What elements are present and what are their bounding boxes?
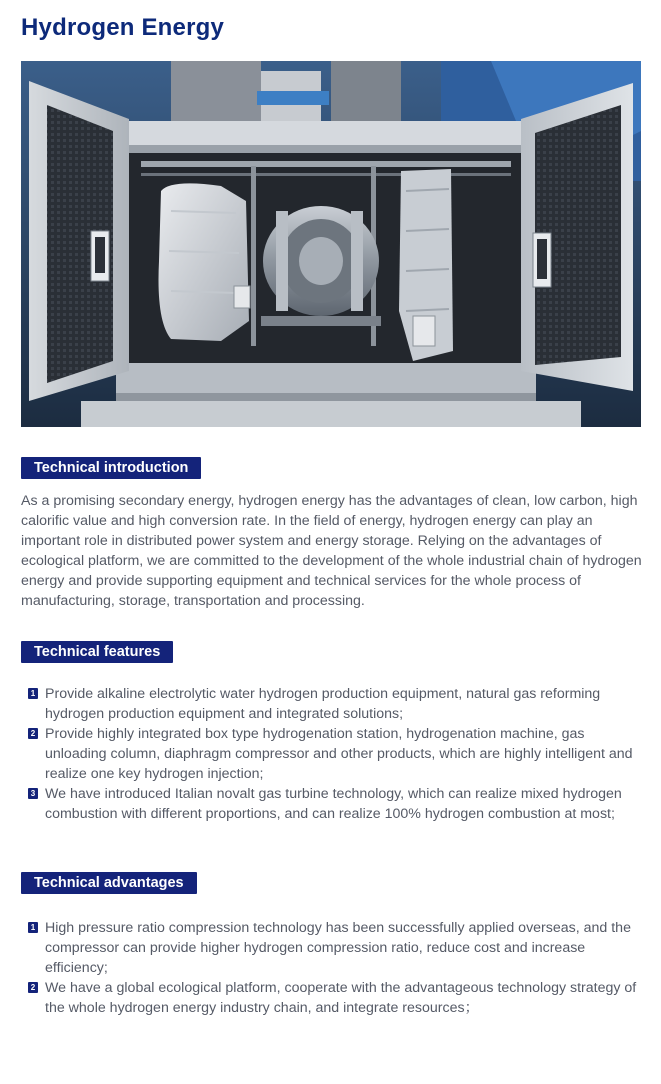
list-item [28, 918, 643, 978]
number-badge: 3 [28, 788, 38, 799]
number-badge: 2 [28, 982, 38, 993]
list-item-text: Provide highly integrated box type hydrogenation station, hydrogenation machine, gas unloading column, diaphragm compressor and other products, which are highly intelligent and realize one key hydrogen injection; [45, 726, 633, 782]
section-heading-introduction: Technical introduction [21, 457, 201, 479]
list-item-text: We have a global ecological platform, cooperate with the advantageous technology strategy of the whole hydrogen energy industry chain, and integrate resources； [45, 980, 637, 1016]
hero-image [21, 61, 641, 427]
introduction-paragraph: As a promising secondary energy, hydrogen energy has the advantages of clean, low carbon, high calorific value and high conversion rate. In the field of energy, hydrogen energy can play an important role in distributed power system and energy storage. Relying on the advantages of ecological platform, we are committed to the development of the whole industrial chain of hydrogen energy and provide supporting equipment and technical services for the whole process of manufacturing, storage, transportation and processing. [21, 493, 642, 609]
list-item [28, 784, 643, 824]
page-title: Hydrogen Energy [21, 14, 225, 41]
features-list [28, 684, 643, 824]
list-item-text: We have introduced Italian novalt gas turbine technology, which can realize mixed hydrogen combustion with different proportions, and can realize 100% hydrogen combustion at most; [45, 786, 622, 822]
list-item [28, 978, 643, 1018]
section-heading-advantages: Technical advantages [21, 872, 197, 894]
list-item-text: High pressure ratio compression technology has been successfully applied overseas, and the compressor can provide higher hydrogen compression ratio, reduce cost and increase efficiency; [45, 920, 631, 976]
advantages-list [28, 918, 643, 1018]
number-badge: 1 [28, 688, 38, 699]
list-item-text: Provide alkaline electrolytic water hydrogen production equipment, natural gas reforming hydrogen production equipment and integrated solutions; [45, 686, 601, 722]
number-badge: 2 [28, 728, 38, 739]
list-item [28, 724, 643, 784]
list-item [28, 684, 643, 724]
number-badge: 1 [28, 922, 38, 933]
section-heading-features: Technical features [21, 641, 173, 663]
